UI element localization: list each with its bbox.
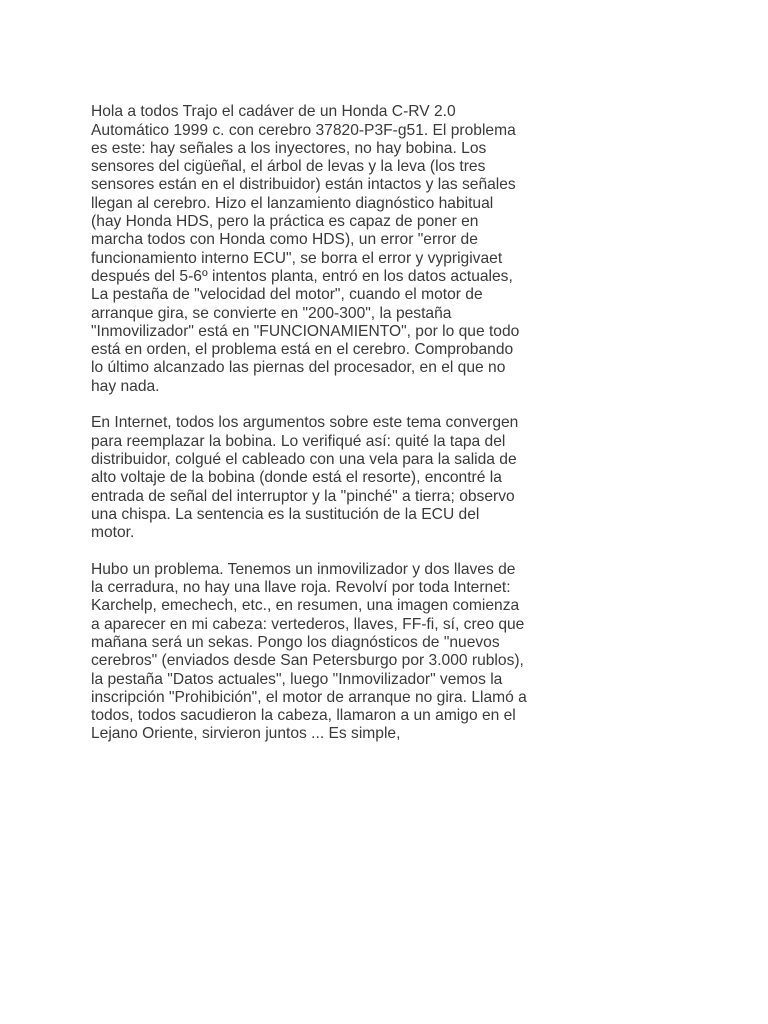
paragraph-1: Hola a todos Trajo el cadáver de un Honda C-RV 2.0 Automático 1999 c. con cerebro 37820-P3F-g51. El problema es este: hay señales a los inyectores, no hay bobina. Los sensores del cigüeñal, el árbol de levas y la leva (los tres sensores están en el distribuidor) están intactos y las señales llegan al cerebro. Hizo el lanzamiento diagnóstico habitual (hay Honda HDS, pero la práctica es capaz de poner en marcha todos con Honda como HDS), un error "error de funcionamiento interno ECU", se borra el error y vyprigivaet después del 5-6º intentos planta, entró en los datos actuales, La pestaña de "velocidad del motor", cuando el motor de arranque gira, se convierte en "200-300", la pestaña "Inmovilizador" está en "FUNCIONAMIENTO", por lo que todo está en orden, el problema está en el cerebro. Comprobando lo último alcanzado las piernas del procesador, en el que no hay nada.	[91, 103, 520, 395]
document-body	[91, 85, 566, 762]
paragraph-2: En Internet, todos los argumentos sobre este tema convergen para reemplazar la bobina. Lo verifiqué así: quité la tapa del distribuidor, colgué el cableado con una vela para la salida de alto voltaje de la bobina (donde está el resorte), encontré la entrada de señal del interruptor y la "pinché" a tierra; observo una chispa. La sentencia es la sustitución de la ECU del motor.	[91, 414, 519, 542]
paragraph-3: Hubo un problema. Tenemos un inmovilizador y dos llaves de la cerradura, no hay una llave roja. Revolví por toda Internet: Karchelp, emechech, etc., en resumen, una imagen comienza a aparecer en mi cabeza: vertederos, llaves, FF-fi, sí, creo que mañana será un sekas. Pongo los diagnósticos de "nuevos cerebros" (enviados desde San Petersburgo por 3.000 rublos), la pestaña "Datos actuales", luego "Inmovilizador" vemos la inscripción "Prohibición", el motor de arranque no gira. Llamó a todos, todos sacudieron la cabeza, llamaron a un amigo en el Lejano Oriente, sirvieron juntos ... Es simple,	[91, 560, 527, 743]
